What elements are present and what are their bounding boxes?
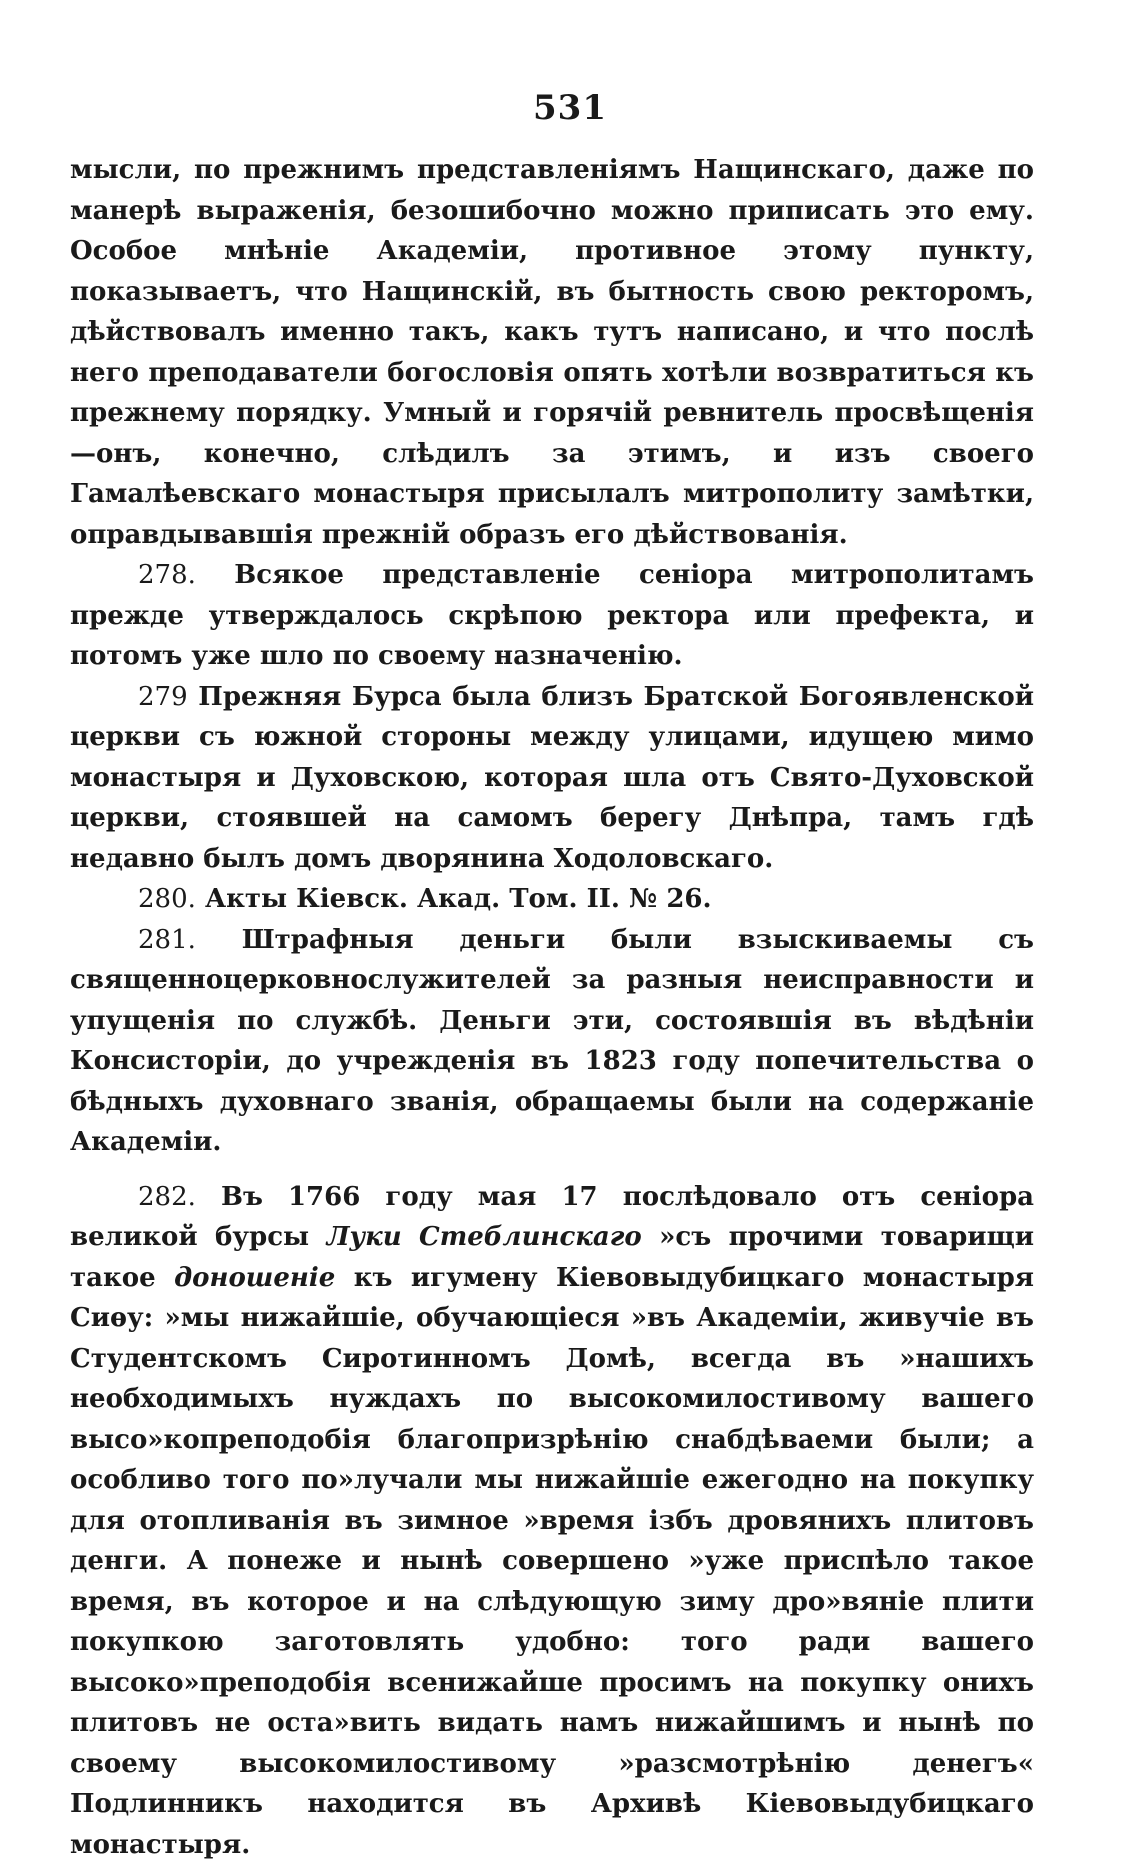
note-279-number: 279 bbox=[138, 682, 188, 712]
note-279-text: Прежняя Бурса была близъ Братской Богоявленской церкви съ южной стороны между улицами, идущею мимо монастыря и Духовскою, которая шла отъ Свято-Духовской церкви, стоявшей на самомъ берегу Днѣпра, тамъ гдѣ недавно былъ домъ дворянина Ходоловскаго. bbox=[70, 682, 1034, 874]
note-278 bbox=[70, 555, 1034, 677]
note-282-text-b: »съ прочими товарищи такое bbox=[70, 1222, 1034, 1293]
note-280-number: 280. bbox=[138, 884, 196, 914]
note-282-name: Луки Стеблинскаго bbox=[327, 1222, 642, 1252]
note-279 bbox=[70, 677, 1034, 880]
note-281 bbox=[70, 920, 1034, 1163]
note-282-term: доношеніе bbox=[174, 1263, 335, 1293]
note-281-number: 281. bbox=[138, 925, 196, 955]
note-282 bbox=[70, 1177, 1034, 1865]
note-281-text: Штрафныя деньги были взыскиваемы съ священноцерковнослужителей за разныя неисправности и упущенія по службѣ. Деньги эти, состоявшія въ вѣдѣніи Консисторіи, до учрежденія въ 1823 году попечительства о бѣдныхъ духовнаго званія, обращаемы были на содержаніе Академіи. bbox=[70, 925, 1034, 1158]
page-body bbox=[70, 150, 1034, 1865]
note-280 bbox=[70, 879, 1034, 920]
note-278-number: 278. bbox=[138, 560, 196, 590]
note-continuation: мысли, по прежнимъ представленіямъ Нащинскаго, даже по манерѣ выраженія, безошибочно можно приписать это ему. Особое мнѣніе Академіи, противное этому пункту, показываетъ, что Нащинскій, въ бытность свою ректоромъ, дѣйствовалъ именно такъ, какъ тутъ написано, и что послѣ него преподаватели богословія опять хотѣли возвратиться къ прежнему порядку. Умный и горячій ревнитель просвѣщенія—онъ, конечно, слѣдилъ за этимъ, и изъ своего Гамалѣевскаго монастыря присылалъ митрополиту замѣтки, оправдывавшія прежній образъ его дѣйствованія. bbox=[70, 150, 1034, 555]
note-282-text-a: Въ 1766 году мая 17 послѣдовало отъ сеніора великой бурсы bbox=[70, 1182, 1034, 1253]
note-282-text-c: къ игумену Кіевовыдубицкаго монастыря Сиѳу: »мы нижайшіе, обучающіеся »въ Академіи, живучіе въ Студентскомъ Сиротинномъ Домѣ, всегда въ »нашихъ необходимыхъ нуждахъ по высокомилостивому вашего высо»копреподобія благопризрѣнію снабдѣваеми были; а особливо того по»лучали мы нижайшіе ежегодно на покупку для отопливанія въ зимное »время ізбъ дровянихъ плитовъ денги. А понеже и нынѣ совершено »уже приспѣло такое время, въ которое и на слѣдующую зиму дро»вяніе плити покупкою заготовлять удобно: того ради вашего высоко»преподобія всенижайше просимъ на покупку онихъ плитовъ не оста»вить видать намъ нижайшимъ и нынѣ по своему высокомилостивому »разсмотрѣнію денегъ« Подлинникъ находится въ Архивѣ Кіевовыдубицкаго монастыря. bbox=[70, 1263, 1034, 1860]
note-280-text: Акты Кіевск. Акад. Том. II. № 26. bbox=[205, 884, 712, 914]
page-number: 531 bbox=[0, 88, 1140, 128]
note-278-text: Всякое представленіе сеніора митрополитамъ прежде утверждалось скрѣпою ректора или префекта, и потомъ уже шло по своему назначенію. bbox=[70, 560, 1034, 671]
note-282-number: 282. bbox=[138, 1182, 196, 1212]
